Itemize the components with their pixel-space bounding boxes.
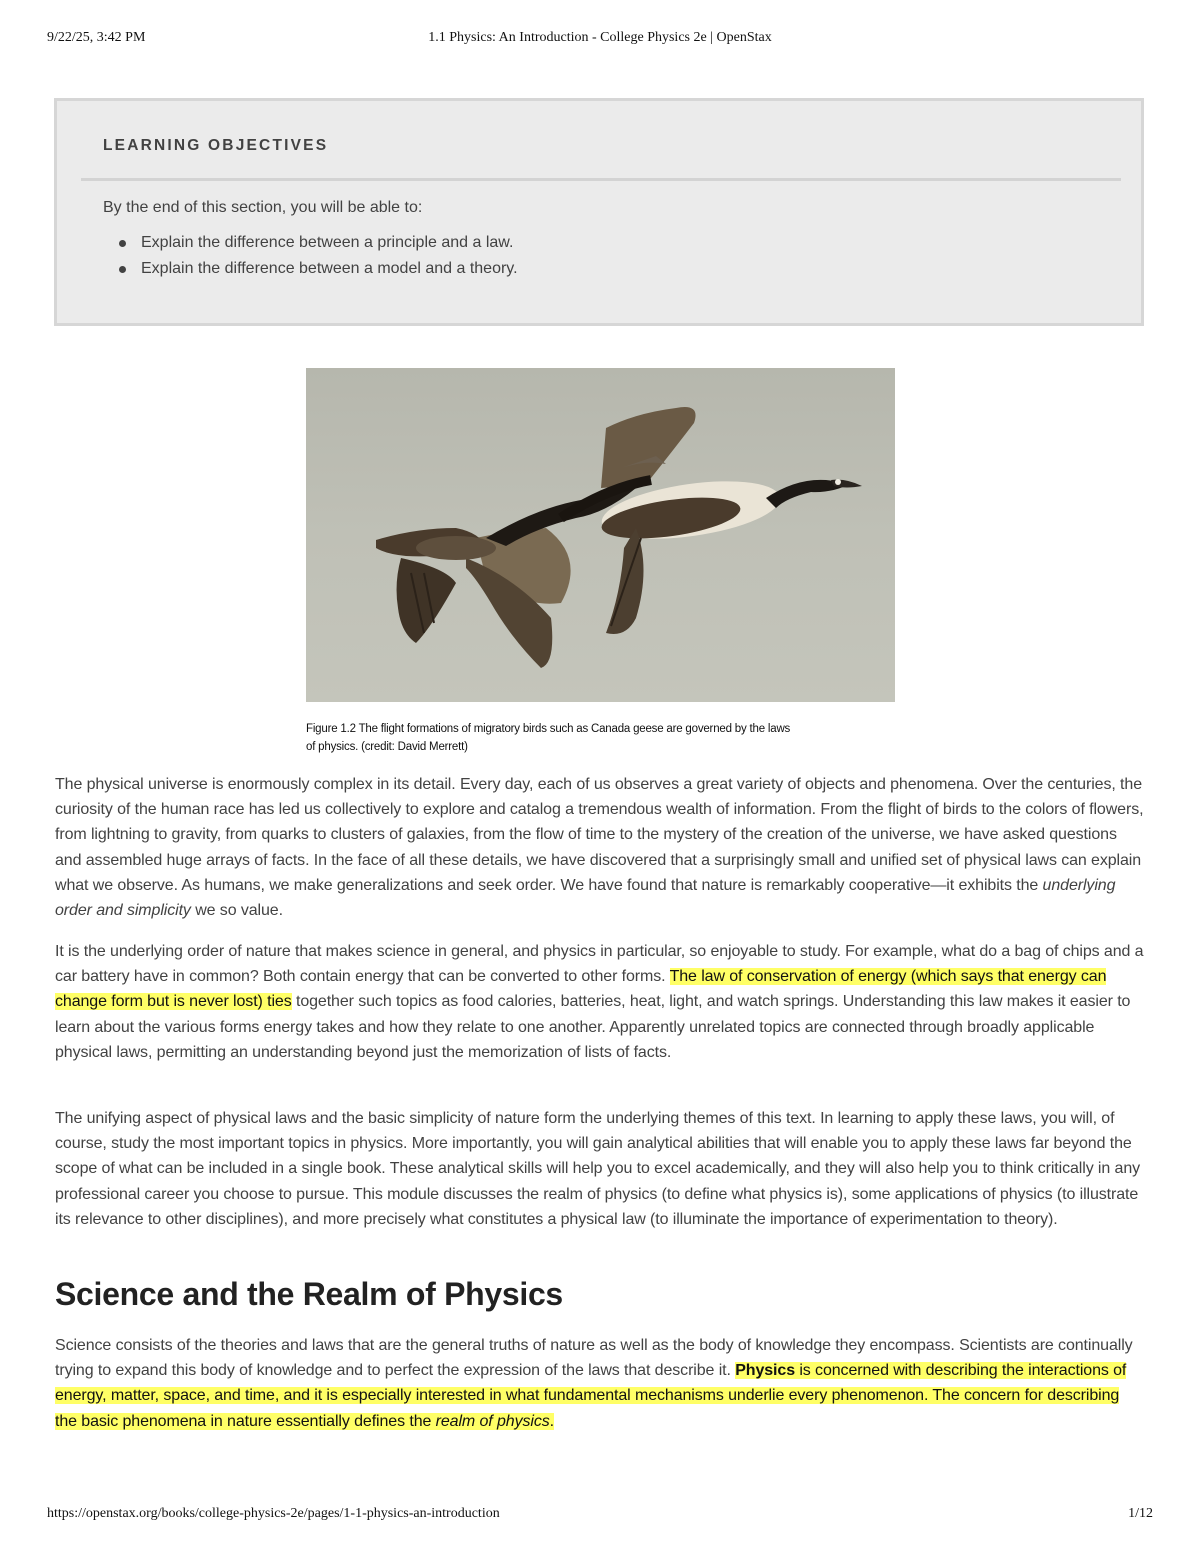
bullet-icon (119, 240, 126, 247)
figure-canada-geese-image (306, 368, 895, 702)
objectives-list (119, 230, 518, 282)
divider (81, 178, 1121, 181)
page-number: 1/12 (1128, 1506, 1153, 1521)
key-term: Physics (735, 1362, 795, 1380)
objectives-intro: By the end of this section, you will be able to: (103, 199, 423, 216)
bullet-icon (119, 266, 126, 273)
emphasis-text: realm of physics (435, 1412, 550, 1430)
figure-caption-line: of physics. (credit: David Merrett) (306, 741, 468, 753)
print-header (0, 30, 1200, 50)
section-paragraph-1: Science consists of the theories and laws that are the general truths of nature as well as the body of knowledge they encompass. Scientists are continually trying to expand this body of knowledge and to perfect the expression of the laws that describe it. Physics is concerned with describing the interactions of energy, matter, space, and time, and it is especially interested in what fundamental mechanisms underlie every phenomenon. The concern for describing the basic phenomena in nature essentially defines the realm of physics. (55, 1337, 1133, 1430)
intro-paragraph-2: It is the underlying order of nature that makes science in general, and physics in particular, so enjoyable to study. For example, what do a bag of chips and a car battery have in common? Both contain energy that can be converted to other forms. The law of conservation of energy (which says that energy can change form but is never lost) ties together such topics as food calories, batteries, heat, light, and watch springs. Understanding this law makes it easier to learn about the various forms energy takes and how they relate to one another. Apparently unrelated topics are connected through broadly applicable physical laws, permitting an understanding beyond just the memorization of lists of facts. (55, 943, 1144, 1061)
figure-caption (306, 720, 906, 756)
learning-objectives-box (54, 98, 1144, 326)
section-heading: Science and the Realm of Physics (55, 1276, 563, 1312)
objective-item: Explain the difference between a model and a theory. (119, 256, 518, 282)
learning-objectives-heading: LEARNING OBJECTIVES (103, 137, 329, 154)
goose-rear (598, 407, 862, 634)
intro-paragraph-1: The physical universe is enormously complex in its detail. Every day, each of us observes a great variety of objects and phenomena. Over the centuries, the curiosity of the human race has led us collectively to explore and catalog a tremendous wealth of information. From the flight of birds to the colors of flowers, from lightning to gravity, from quarks to clusters of galaxies, from the flow of time to the mystery of the creation of the universe, we have asked questions and assembled huge arrays of facts. In the face of all these details, we have discovered that a surprisingly small and unified set of physical laws can explain what we observe. As humans, we make generalizations and seek order. We have found that nature is remarkably cooperative—it exhibits the underlying order and simplicity we so value. (55, 776, 1144, 920)
print-footer (0, 1506, 1200, 1526)
highlighted-text: Physics is concerned with describing the interactions of energy, matter, space, and time, and it is especially interested in what fundamental mechanisms underlie every phenomenon. The concern for describing the basic phenomena in nature essentially defines the realm of physics. (55, 1362, 1127, 1430)
objective-item: Explain the difference between a principle and a law. (119, 230, 518, 256)
intro-paragraph-3: The unifying aspect of physical laws and the basic simplicity of nature form the underlying themes of this text. In learning to apply these laws, you will, of course, study the most important topics in physics. More importantly, you will gain analytical abilities that will enable you to apply these laws far beyond the scope of what can be included in a single book. These analytical skills will help you to excel academically, and they will also help you to think critically in any professional career you choose to pursue. This module discusses the realm of physics (to define what physics is), some applications of physics (to illustrate its relevance to other disciplines), and more precisely what constitutes a physical law (to illuminate the importance of experimentation to theory). (55, 1110, 1141, 1228)
goose-front (376, 480, 651, 668)
figure-caption-line: Figure 1.2 The flight formations of migratory birds such as Canada geese are governed by the laws (306, 723, 791, 735)
highlighted-text: The law of conservation of energy (which says that energy can change form but is never lost) ties (55, 968, 1107, 1011)
print-url: https://openstax.org/books/college-physics-2e/pages/1-1-physics-an-introduction (47, 1506, 500, 1521)
geese-illustration (306, 368, 895, 702)
print-date: 9/22/25, 3:42 PM (47, 30, 146, 45)
print-page-title: 1.1 Physics: An Introduction - College Physics 2e | OpenStax (428, 30, 772, 45)
emphasis-text: underlying order and simplicity (55, 876, 1116, 920)
